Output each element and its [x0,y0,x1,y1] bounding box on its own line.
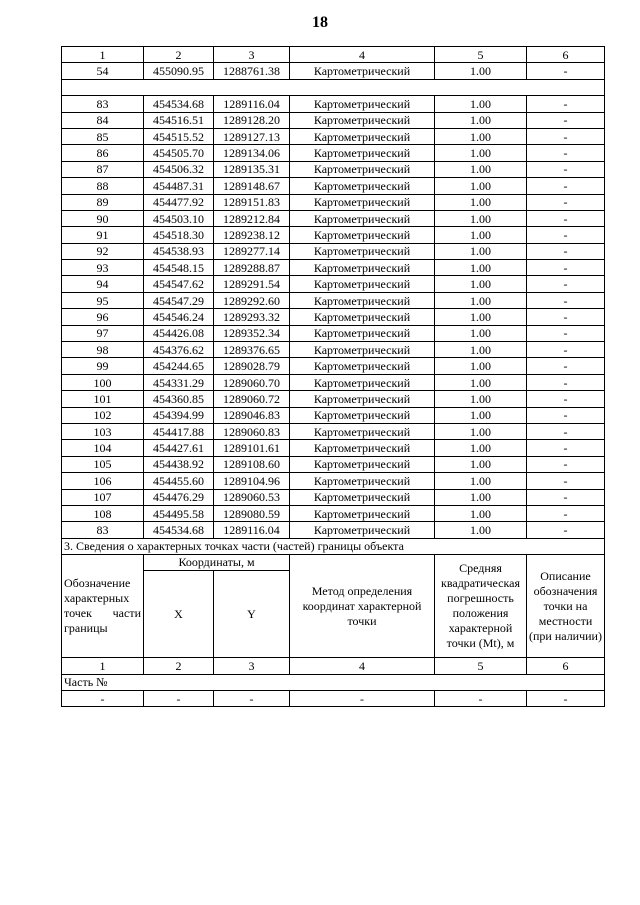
empty-cell: - [214,690,290,706]
accuracy: 1.00 [435,473,527,489]
accuracy: 1.00 [435,358,527,374]
accuracy: 1.00 [435,407,527,423]
table-row [62,505,605,521]
section3-body [62,538,605,707]
table-row [62,407,605,423]
method: Картометрический [290,145,435,161]
table-row [62,522,605,538]
point-number: 93 [62,260,144,276]
point-number: 96 [62,309,144,325]
coord-x: 454546.24 [144,309,214,325]
coord-y: 1289212.84 [214,210,290,226]
coord-y: 1289352.34 [214,325,290,341]
point-number: 106 [62,473,144,489]
section3-number-row [62,658,605,674]
accuracy: 1.00 [435,309,527,325]
coord-y: 1289292.60 [214,292,290,308]
table-row [62,489,605,505]
description: - [527,325,605,341]
accuracy-header: Средняя квадратическая погрешность положения характерной точки (Mt), м [435,555,527,658]
accuracy: 1.00 [435,227,527,243]
method: Картометрический [290,489,435,505]
method: Картометрический [290,522,435,538]
method: Картометрический [290,456,435,472]
method: Картометрический [290,243,435,259]
method: Картометрический [290,276,435,292]
coord-y: 1289060.83 [214,423,290,439]
method: Картометрический [290,178,435,194]
coord-y: 1289104.96 [214,473,290,489]
description: - [527,194,605,210]
method: Картометрический [290,227,435,243]
accuracy: 1.00 [435,128,527,144]
method-header: Метод определения координат характерной точки [290,555,435,658]
description: - [527,276,605,292]
accuracy: 1.00 [435,161,527,177]
col-number: 1 [62,658,144,674]
boundary-points-table [61,46,605,707]
point-number: 85 [62,128,144,144]
point-number: 100 [62,374,144,390]
table-row [62,210,605,226]
table-row [62,374,605,390]
method: Картометрический [290,325,435,341]
method: Картометрический [290,194,435,210]
coord-y: 1289291.54 [214,276,290,292]
point-number: 86 [62,145,144,161]
method: Картометрический [290,407,435,423]
description: - [527,505,605,521]
table-row [62,325,605,341]
section3-title-row [62,538,605,554]
point-number: 105 [62,456,144,472]
empty-cell: - [62,690,144,706]
coord-x: 454331.29 [144,374,214,390]
accuracy: 1.00 [435,292,527,308]
point-number: 94 [62,276,144,292]
coord-y: 1289101.61 [214,440,290,456]
coord-x: 454534.68 [144,522,214,538]
table-row [62,128,605,144]
accuracy: 1.00 [435,456,527,472]
accuracy: 1.00 [435,194,527,210]
coordinates-header: Координаты, м [144,555,290,571]
coord-y: 1289108.60 [214,456,290,472]
accuracy: 1.00 [435,243,527,259]
accuracy: 1.00 [435,391,527,407]
description: - [527,96,605,112]
coord-y: 1289134.06 [214,145,290,161]
coord-x: 455090.95 [144,63,214,79]
point-number: 95 [62,292,144,308]
point-number: 84 [62,112,144,128]
method: Картометрический [290,505,435,521]
table-row [62,456,605,472]
empty-cell: - [435,690,527,706]
gap-row [62,79,605,95]
accuracy: 1.00 [435,63,527,79]
coord-x: 454516.51 [144,112,214,128]
coord-y: 1289128.20 [214,112,290,128]
accuracy: 1.00 [435,325,527,341]
empty-cell: - [290,690,435,706]
point-number: 83 [62,96,144,112]
table-row [62,63,605,79]
method: Картометрический [290,391,435,407]
table-row [62,243,605,259]
description: - [527,63,605,79]
table-row [62,276,605,292]
method: Картометрический [290,423,435,439]
description: - [527,145,605,161]
description-header: Описание обозначения точки на местности (при наличии) [527,555,605,658]
point-number: 99 [62,358,144,374]
description: - [527,128,605,144]
table-row [62,260,605,276]
point-number: 89 [62,194,144,210]
description: - [527,210,605,226]
accuracy: 1.00 [435,276,527,292]
description: - [527,178,605,194]
coord-x: 454547.29 [144,292,214,308]
method: Картометрический [290,342,435,358]
method: Картометрический [290,112,435,128]
point-number: 108 [62,505,144,521]
coord-y: 1289116.04 [214,522,290,538]
method: Картометрический [290,128,435,144]
description: - [527,423,605,439]
coord-y: 1289127.13 [214,128,290,144]
coord-x: 454417.88 [144,423,214,439]
col-number: 4 [290,658,435,674]
description: - [527,456,605,472]
description: - [527,342,605,358]
part-label: Часть № [62,674,605,690]
accuracy: 1.00 [435,342,527,358]
method: Картометрический [290,292,435,308]
description: - [527,358,605,374]
coord-y: 1289277.14 [214,243,290,259]
gap-cell [62,79,605,95]
accuracy: 1.00 [435,440,527,456]
point-number: 54 [62,63,144,79]
coord-x: 454503.10 [144,210,214,226]
coord-y: 1289376.65 [214,342,290,358]
empty-cell: - [144,690,214,706]
coord-x: 454477.92 [144,194,214,210]
method: Картометрический [290,260,435,276]
empty-cell: - [527,690,605,706]
coord-y: 1289148.67 [214,178,290,194]
coord-x: 454426.08 [144,325,214,341]
table-row [62,292,605,308]
table-row [62,178,605,194]
empty-row [62,690,605,706]
col-number: 3 [214,658,290,674]
accuracy: 1.00 [435,178,527,194]
coord-x: 454360.85 [144,391,214,407]
table-row [62,391,605,407]
coord-x: 454506.32 [144,161,214,177]
coord-x: 454244.65 [144,358,214,374]
table-row [62,440,605,456]
method: Картометрический [290,63,435,79]
coord-y: 1289060.70 [214,374,290,390]
description: - [527,309,605,325]
table-row [62,145,605,161]
description: - [527,292,605,308]
method: Картометрический [290,96,435,112]
coord-y: 1289238.12 [214,227,290,243]
part-row [62,674,605,690]
accuracy: 1.00 [435,112,527,128]
coord-x: 454547.62 [144,276,214,292]
coord-y: 1289060.53 [214,489,290,505]
section3-header-row [62,555,605,571]
accuracy: 1.00 [435,374,527,390]
description: - [527,407,605,423]
point-number: 91 [62,227,144,243]
description: - [527,522,605,538]
table-row [62,473,605,489]
point-number: 88 [62,178,144,194]
description: - [527,112,605,128]
coord-x: 454548.15 [144,260,214,276]
coord-y: 1289028.79 [214,358,290,374]
point-number: 97 [62,325,144,341]
col-number: 6 [527,658,605,674]
page-number: 18 [312,14,328,31]
description: - [527,440,605,456]
method: Картометрический [290,473,435,489]
coord-y: 1289116.04 [214,96,290,112]
x-header: X [144,571,214,658]
coord-x: 454455.60 [144,473,214,489]
table-row [62,423,605,439]
description: - [527,473,605,489]
table-row [62,358,605,374]
table-row [62,309,605,325]
accuracy: 1.00 [435,210,527,226]
col-number: 5 [435,658,527,674]
table-row [62,194,605,210]
accuracy: 1.00 [435,489,527,505]
accuracy: 1.00 [435,505,527,521]
point-number: 104 [62,440,144,456]
coord-y: 1289288.87 [214,260,290,276]
points-table-body [62,47,605,539]
coord-x: 454505.70 [144,145,214,161]
coord-y: 1289080.59 [214,505,290,521]
coord-y: 1288761.38 [214,63,290,79]
col-number: 2 [144,658,214,674]
method: Картометрический [290,440,435,456]
coord-x: 454376.62 [144,342,214,358]
coord-x: 454476.29 [144,489,214,505]
table-row [62,342,605,358]
accuracy: 1.00 [435,145,527,161]
coord-x: 454495.58 [144,505,214,521]
point-number: 101 [62,391,144,407]
description: - [527,391,605,407]
accuracy: 1.00 [435,423,527,439]
coord-y: 1289293.32 [214,309,290,325]
col-number: 5 [435,47,527,63]
coord-x: 454515.52 [144,128,214,144]
coord-y: 1289135.31 [214,161,290,177]
method: Картометрический [290,358,435,374]
y-header: Y [214,571,290,658]
point-number: 98 [62,342,144,358]
table-row [62,112,605,128]
point-number: 87 [62,161,144,177]
description: - [527,161,605,177]
table-row [62,96,605,112]
method: Картометрический [290,210,435,226]
coord-x: 454427.61 [144,440,214,456]
description: - [527,227,605,243]
coord-x: 454438.92 [144,456,214,472]
method: Картометрический [290,309,435,325]
point-designation-header: Обозначение характерных точек части границы [62,555,144,658]
accuracy: 1.00 [435,96,527,112]
coord-x: 454538.93 [144,243,214,259]
coord-y: 1289060.72 [214,391,290,407]
table-row [62,227,605,243]
description: - [527,243,605,259]
method: Картометрический [290,161,435,177]
section3-title: 3. Сведения о характерных точках части (частей) границы объекта [62,538,605,554]
coord-y: 1289046.83 [214,407,290,423]
point-number: 83 [62,522,144,538]
description: - [527,374,605,390]
col-number: 2 [144,47,214,63]
description: - [527,489,605,505]
column-number-row [62,47,605,63]
point-number: 92 [62,243,144,259]
coord-y: 1289151.83 [214,194,290,210]
col-number: 3 [214,47,290,63]
accuracy: 1.00 [435,260,527,276]
table-row [62,161,605,177]
col-number: 1 [62,47,144,63]
accuracy: 1.00 [435,522,527,538]
description: - [527,260,605,276]
coord-x: 454534.68 [144,96,214,112]
point-number: 102 [62,407,144,423]
col-number: 6 [527,47,605,63]
coord-x: 454518.30 [144,227,214,243]
point-number: 103 [62,423,144,439]
point-number: 90 [62,210,144,226]
coord-x: 454394.99 [144,407,214,423]
method: Картометрический [290,374,435,390]
col-number: 4 [290,47,435,63]
point-number: 107 [62,489,144,505]
coord-x: 454487.31 [144,178,214,194]
